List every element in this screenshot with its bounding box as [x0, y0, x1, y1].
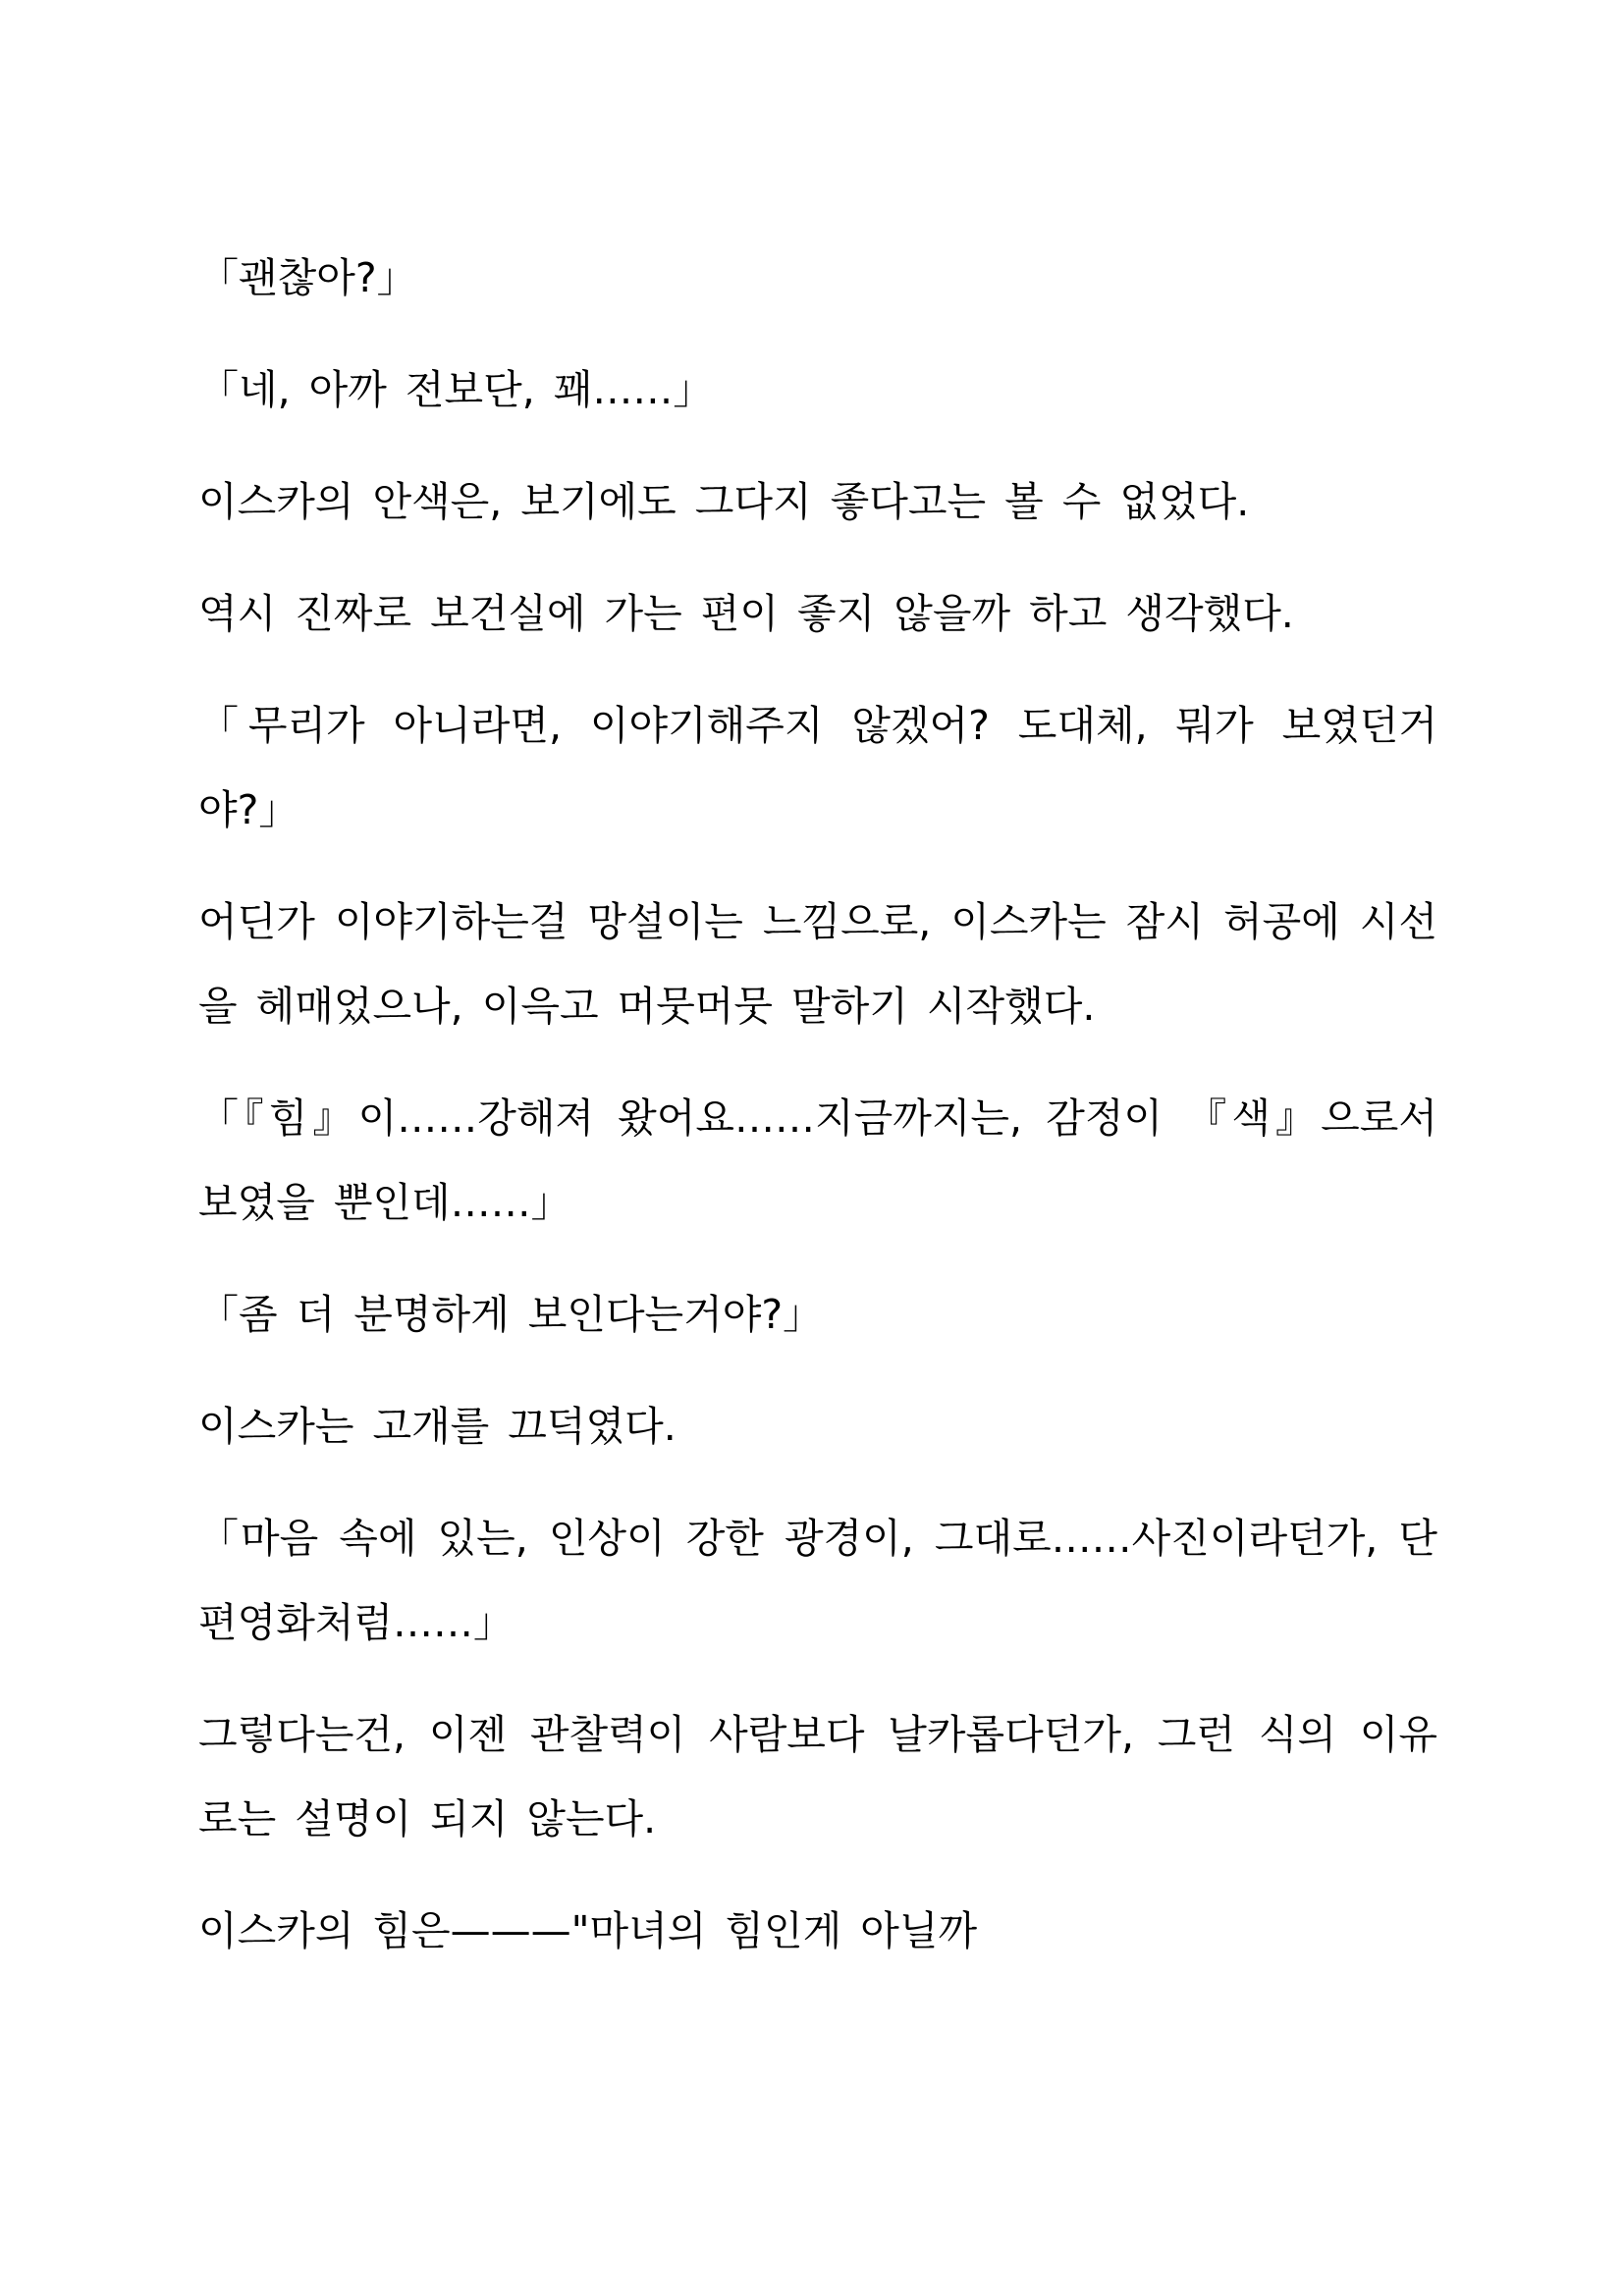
text-body — [198, 236, 1437, 1973]
paragraph-2: 「네, 아까 전보단, 꽤……」 — [198, 366, 714, 413]
paragraph-7: 「『힘』이……강해져 왔어요……지금까지는, 감정이 『색』으로서 보였을 뿐인데……」 — [198, 1095, 1437, 1226]
paragraph-6: 어딘가 이야기하는걸 망설이는 느낌으로, 이스카는 잠시 허공에 시선을 헤매었으나, 이윽고 머뭇머뭇 말하기 시작했다. — [198, 898, 1437, 1030]
paragraph-12: 이스카의 힘은———"마녀의 힘인게 아닐까 — [198, 1907, 978, 1954]
paragraph-3: 이스카의 안색은, 보기에도 그다지 좋다고는 볼 수 없었다. — [198, 478, 1250, 525]
paragraph-9: 이스카는 고개를 끄덕였다. — [198, 1403, 677, 1450]
paragraph-5: 「무리가 아니라면, 이야기해주지 않겠어? 도대체, 뭐가 보였던거야?」 — [198, 702, 1437, 833]
paragraph-1: 「괜찮아?」 — [198, 254, 417, 301]
paragraph-8: 「좀 더 분명하게 보인다는거야?」 — [198, 1291, 824, 1338]
paragraph-11: 그렇다는건, 이젠 관찰력이 사람보다 날카롭다던가, 그런 식의 이유로는 설명이 되지 않는다. — [198, 1711, 1437, 1842]
paragraph-4: 역시 진짜로 보건실에 가는 편이 좋지 않을까 하고 생각했다. — [198, 590, 1294, 637]
paragraph-10: 「마음 속에 있는, 인상이 강한 광경이, 그대로……사진이라던가, 단편영화처럼……」 — [198, 1515, 1437, 1646]
